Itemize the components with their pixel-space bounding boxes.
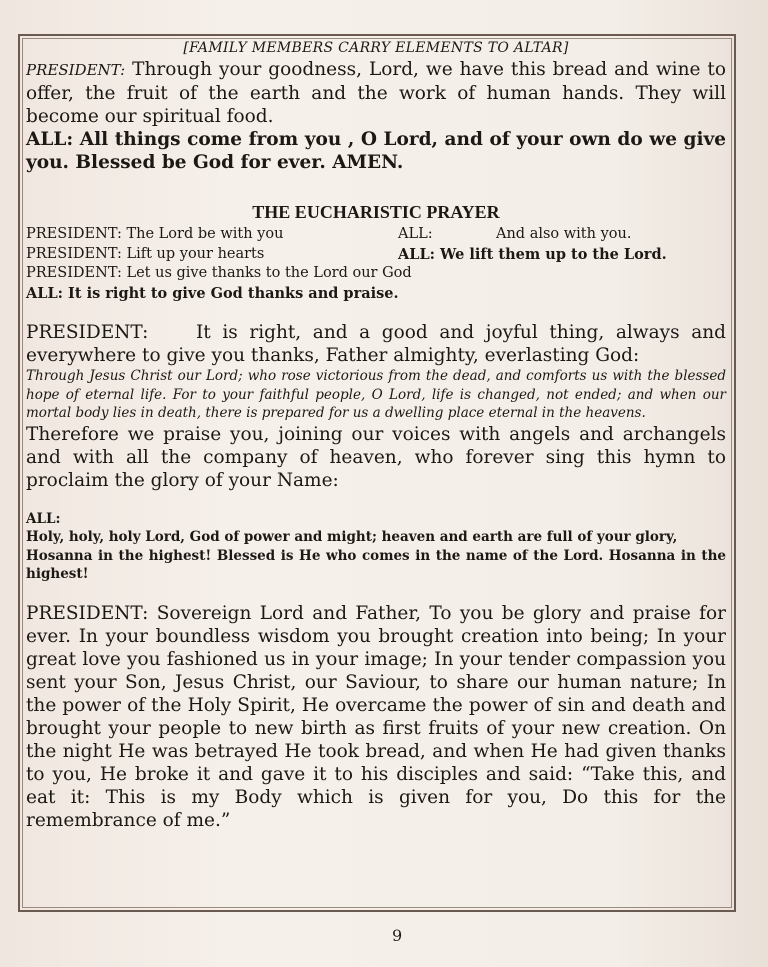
offering-label: PRESIDENT:	[26, 61, 126, 79]
opening-dialogue	[26, 225, 726, 303]
offering-paragraph	[26, 58, 726, 128]
dialogue-left: PRESIDENT: Let us give thanks to the Lord our God	[26, 265, 412, 281]
sanctus-line-2: Hosanna in the highest! Blessed is He who comes in the name of the Lord. Hosanna in the highest!	[26, 547, 726, 582]
sanctus-label: ALL:	[26, 510, 61, 527]
dialogue-row	[26, 245, 726, 265]
rubric: [FAMILY MEMBERS CARRY ELEMENTS TO ALTAR]	[183, 40, 569, 56]
sanctus-line-1: Holy, holy, holy Lord, God of power and might; heaven and earth are full of your glory,	[26, 529, 678, 545]
offering-all-text: All things come from you , O Lord, and of your own do we give you. Blessed be God for ever. AMEN.	[26, 129, 726, 173]
proper-preface: Through Jesus Christ our Lord; who rose victorious from the dead, and comforts us with the blessed hope of eternal life. For to your faithful people, O Lord, life is changed, not ended; and when our mortal body lies in death, there is prepared for us a dwelling place eternal in the heavens.	[26, 368, 726, 421]
dialogue-right: ALL: We lift them up to the Lord.	[398, 245, 667, 263]
dialogue-left: PRESIDENT: The Lord be with you	[26, 226, 284, 242]
dialogue-row	[26, 225, 726, 245]
preface-paragraph	[26, 321, 726, 367]
spacer	[26, 492, 726, 510]
page-content	[26, 40, 726, 832]
anaphora-paragraph: PRESIDENT: Sovereign Lord and Father, To you be glory and praise for ever. In your boundless wisdom you brought creation into being; In your great love you fashioned us in your image; In your tender compassion you sent your Son, Jesus Christ, our Saviour, to share our human nature; In the power of the Holy Spirit, He overcame the power of sin and death and brought your people to new birth as first fruits of your new creation. On the night He was betrayed He took bread, and when He had given thanks to you, He broke it and gave it to his disciples and said: “Take this, and eat it: This is my Body which is given for you, Do this for the remembrance of me.”	[26, 602, 726, 831]
spacer	[26, 584, 726, 602]
dialogue-row	[26, 264, 726, 284]
preface-label: PRESIDENT:	[26, 322, 149, 343]
prayer-title: THE EUCHARISTIC PRAYER	[252, 202, 500, 222]
spacer	[26, 303, 726, 321]
dialogue-right: And also with you.	[496, 226, 632, 242]
dialogue-left: PRESIDENT: Lift up your hearts	[26, 245, 265, 262]
dialogue-left: ALL: It is right to give God thanks and praise.	[26, 284, 399, 302]
offering-all-label: ALL:	[26, 129, 74, 150]
preface-text: It is right, and a good and joyful thing, always and everywhere to give you thanks, Father almighty, everlasting God:	[26, 322, 726, 366]
offering-text: Through your goodness, Lord, we have this bread and wine to offer, the fruit of the earth and the work of human hands. They will become our spiritual food.	[26, 59, 726, 127]
dialogue-row	[26, 284, 726, 304]
therefore-paragraph: Therefore we praise you, joining our voices with angels and archangels and with all the company of heaven, who forever sing this hymn to proclaim the glory of your Name:	[26, 423, 726, 491]
page-number: 9	[392, 926, 403, 945]
dialogue-mid: ALL:	[398, 226, 433, 242]
offering-response	[26, 128, 726, 174]
